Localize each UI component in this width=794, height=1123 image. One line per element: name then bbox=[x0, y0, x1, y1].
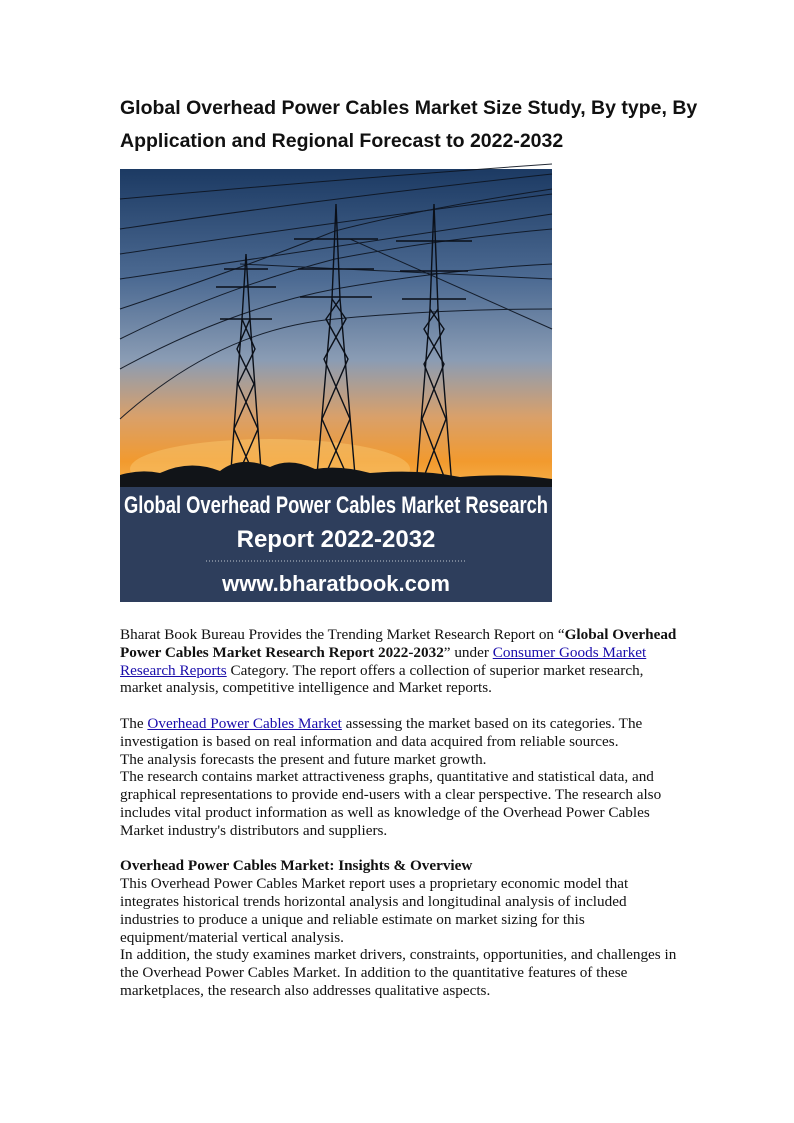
overview-paragraph-1: This Overhead Power Cables Market report uses a proprietary economic model that integrates historical trends horizontal analysis and longitudinal analysis of included industries to produce a unique and reliable estimate on market sizing for this equipment/material vertical analysis. bbox=[120, 875, 629, 946]
market-text-1: The bbox=[120, 714, 148, 732]
banner-title-line1: Global Overhead Power Cables Market Research bbox=[124, 492, 548, 519]
section-heading bbox=[120, 857, 680, 875]
intro-text-1: Bharat Book Bureau Provides the Trending Market Research Report on “ bbox=[120, 626, 565, 643]
research-contents-paragraph: The research contains market attractiveness graphs, quantitative and statistical data, and graphical representations to provide end-users with a clear perspective. The research also includes vital product information as well as knowledge of the Overhead Power Cables Market industry's distributors and suppliers. bbox=[120, 768, 662, 839]
intro-text-2: ” under bbox=[443, 643, 493, 661]
market-text-2: assessing the market based on its categories. The investigation is based on real information and data acquired from reliable sources. bbox=[120, 714, 643, 750]
section-heading-text: Overhead Power Cables Market: Insights & Overview bbox=[120, 857, 473, 875]
market-paragraph bbox=[120, 715, 680, 751]
document-body bbox=[120, 626, 680, 1000]
report-banner-image bbox=[120, 169, 552, 602]
report-name: Global Overhead Power Cables Market Research Report 2022-2032 bbox=[120, 626, 677, 661]
intro-text-3: Category. The report offers a collection of superior market research, market analysis, competitive intelligence and Market reports. bbox=[120, 661, 644, 697]
banner-url: www.bharatbook.com bbox=[222, 571, 450, 596]
banner-title-line2: Report 2022-2032 bbox=[236, 526, 436, 553]
consumer-goods-link[interactable]: Consumer Goods Market Research Reports bbox=[120, 643, 647, 679]
overview-paragraph-2: In addition, the study examines market drivers, constraints, opportunities, and challenges in the Overhead Power Cables Market. In addition to the quantitative features of these marketplaces, the research also addresses qualitative aspects. bbox=[120, 946, 677, 999]
overhead-power-cables-link[interactable]: Overhead Power Cables Market bbox=[147, 714, 342, 732]
forecast-line: The analysis forecasts the present and future market growth. bbox=[120, 750, 487, 768]
intro-paragraph bbox=[120, 626, 680, 697]
page-title: Global Overhead Power Cables Market Size Study, By type, By Application and Regional Forecast to 2022-2032 bbox=[120, 97, 698, 152]
